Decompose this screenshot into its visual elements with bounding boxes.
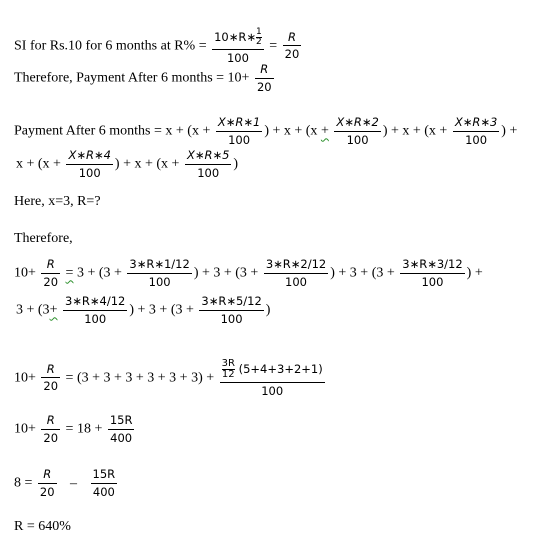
fraction-15r-400 xyxy=(108,415,135,444)
denominator: 20 xyxy=(39,484,55,499)
denominator: 100 xyxy=(285,274,307,289)
line-therefore: Therefore, xyxy=(14,231,73,246)
si-denominator: 100 xyxy=(226,51,249,65)
fraction-3r3 xyxy=(400,259,464,288)
denominator: 20 xyxy=(43,379,59,394)
numerator: R xyxy=(38,469,57,484)
term-text: 10+ xyxy=(14,265,36,281)
line-payment-total xyxy=(14,64,276,93)
numerator: R xyxy=(255,64,274,79)
r-denominator: 20 xyxy=(284,47,300,62)
numerator: 15R xyxy=(108,415,135,430)
term-text: 3 + (3 xyxy=(16,302,50,318)
numerator: X∗R∗3 xyxy=(453,117,499,132)
plus-sign: + xyxy=(320,123,329,139)
r-numerator: R xyxy=(283,32,302,47)
fraction-3r2 xyxy=(264,259,328,288)
term-text: ) xyxy=(233,156,239,172)
fraction-si xyxy=(212,28,264,65)
denominator: 100 xyxy=(228,132,251,147)
fraction-r-20 xyxy=(41,361,60,394)
numerator: 15R xyxy=(91,469,118,484)
denominator: 100 xyxy=(197,165,220,180)
term-text: ) xyxy=(265,302,271,318)
fraction-xr2 xyxy=(334,117,380,146)
plus-sign: + xyxy=(49,302,58,318)
si-numerator: 10∗R∗ xyxy=(214,30,257,44)
line-result: R = 640% xyxy=(14,519,71,534)
numerator: R xyxy=(41,364,60,379)
numerator: R xyxy=(41,415,60,430)
fraction-15r-400 xyxy=(91,469,118,498)
fraction-xr3 xyxy=(453,117,499,146)
line-payment-expansion-2 xyxy=(16,150,238,179)
fraction-big xyxy=(220,359,325,398)
denominator: 20 xyxy=(256,79,272,94)
numerator: R xyxy=(41,259,60,274)
numerator: X∗R∗4 xyxy=(66,150,112,165)
line-si-definition xyxy=(14,28,303,65)
term-text: x + (x + xyxy=(165,123,211,139)
numerator: 3∗R∗1/12 xyxy=(127,259,191,274)
denominator: 100 xyxy=(220,311,243,326)
equals-sign: = xyxy=(269,38,278,54)
denominator: 400 xyxy=(92,484,115,499)
payment-label: Payment After 6 months = xyxy=(14,123,162,139)
term-text: ) + x + (x xyxy=(264,123,318,139)
denominator: 20 xyxy=(43,274,59,289)
equals-sign: = xyxy=(65,265,74,281)
fraction-3r-12: $\frac{3R}{12}$ xyxy=(221,358,235,380)
term-text: ) + xyxy=(501,123,518,139)
minus-sign: – xyxy=(70,475,78,491)
term-text: ) + 3 + (3 + xyxy=(193,265,259,281)
fraction-xr4 xyxy=(66,150,112,179)
term-text: 10+ xyxy=(14,370,36,386)
fraction-3r4 xyxy=(63,296,127,325)
numerator: 3∗R∗5/12 xyxy=(199,296,263,311)
si-text: SI for Rs.10 for 6 months at R% = xyxy=(14,38,207,54)
denominator: 100 xyxy=(346,132,369,147)
denominator: 100 xyxy=(465,132,488,147)
line-simplified-2 xyxy=(14,415,136,444)
term-text: ) + x + (x + xyxy=(114,156,180,172)
fraction-r-20 xyxy=(38,469,57,498)
term-text: = (3 + 3 + 3 + 3 + 3 + 3) + xyxy=(65,370,215,386)
half-fraction: $\frac{1}{2}$ xyxy=(256,27,262,47)
fraction-r-20 xyxy=(41,415,60,444)
term-text: 8 = xyxy=(14,475,33,491)
fraction-r-20 xyxy=(283,29,302,62)
sum-text: (5+4+3+2+1) xyxy=(238,362,323,376)
fraction-r-20 xyxy=(41,259,60,288)
term-text: ) + 3 + (3 + xyxy=(330,265,395,281)
line-payment-expansion-1 xyxy=(14,117,517,146)
denominator: 20 xyxy=(43,430,59,445)
line-simplified-3 xyxy=(14,469,119,498)
term-text: = 18 + xyxy=(65,421,103,437)
numerator: X∗R∗5 xyxy=(185,150,231,165)
term-text: 10+ xyxy=(14,421,36,437)
denominator: 100 xyxy=(261,384,284,398)
term-text: ) + 3 + (3 + xyxy=(129,302,194,318)
numerator: 3∗R∗2/12 xyxy=(264,259,328,274)
numerator: X∗R∗1 xyxy=(216,117,262,132)
line-substitution-2 xyxy=(16,296,270,325)
denominator: 100 xyxy=(78,165,101,180)
denominator: 100 xyxy=(421,274,444,289)
line-simplified-1 xyxy=(14,359,327,398)
denominator: 100 xyxy=(148,274,171,289)
term-text: 3 + (3 + xyxy=(76,265,122,281)
line-substitution-1 xyxy=(14,259,483,288)
term-text: ) + x + (x + xyxy=(382,123,448,139)
numerator: 3∗R∗3/12 xyxy=(400,259,464,274)
numerator: 3∗R∗4/12 xyxy=(63,296,127,311)
fraction-xr5 xyxy=(185,150,231,179)
line-here: Here, x=3, R=? xyxy=(14,194,101,209)
denominator: 400 xyxy=(110,430,133,445)
term-text: ) + xyxy=(466,265,483,281)
numerator: X∗R∗2 xyxy=(334,117,380,132)
fraction-3r5 xyxy=(199,296,263,325)
fraction-r-20 xyxy=(255,64,274,93)
denominator: 100 xyxy=(84,311,107,326)
payment-text: Therefore, Payment After 6 months = 10+ xyxy=(14,70,250,86)
fraction-3r1 xyxy=(127,259,191,288)
fraction-xr1 xyxy=(216,117,262,146)
term-text: x + (x + xyxy=(16,156,61,172)
